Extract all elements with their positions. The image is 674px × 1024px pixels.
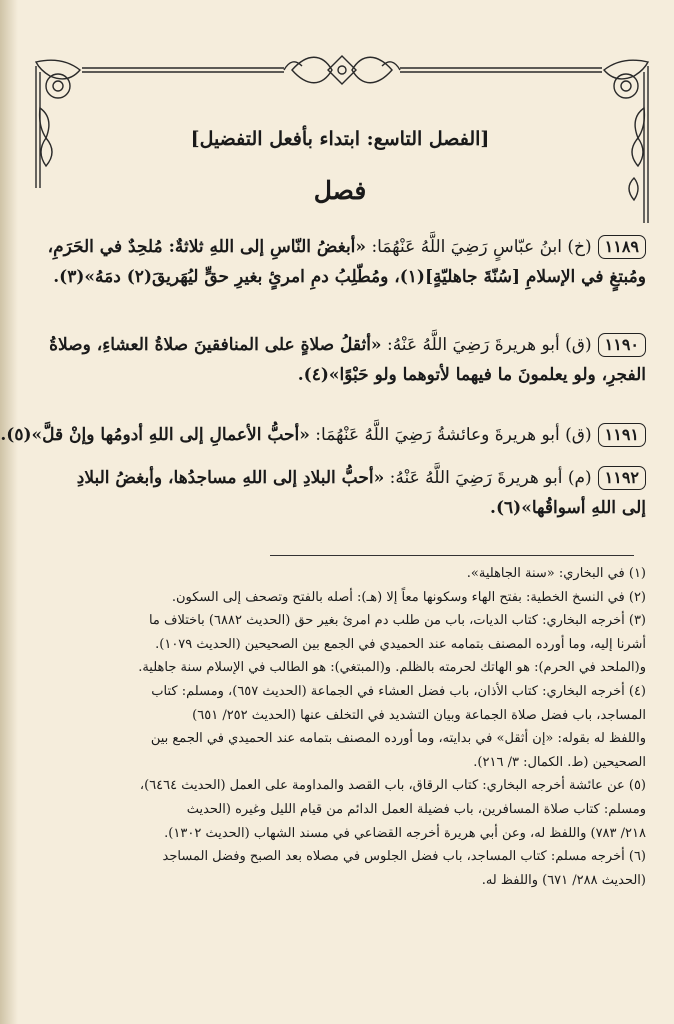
- hadith-text: «أحبُّ البلادِ إلى اللهِ مساجدُها، وأبغضُ البلادِ: [76, 468, 385, 488]
- hadith-entry: [0, 420, 646, 450]
- hadith-line: [20, 262, 646, 292]
- hadith-line: [20, 463, 646, 493]
- hadith-line: [20, 360, 646, 390]
- hadith-text: «أحبُّ الأعمالِ إلى اللهِ أدومُها وإنْ قلَّ»(٥).: [0, 425, 310, 445]
- hadith-number: ١١٩١: [598, 423, 646, 447]
- footnote-line: (الحديث ٢٨٨/ ٦٧١) واللفظ له.: [481, 872, 646, 888]
- hadith-narrator: (ق) أبو هريرةَ رَضِيَ اللَّهُ عَنْهُ:: [381, 335, 592, 355]
- hadith-entry: [20, 232, 646, 292]
- footnote-line: ومسلم: كتاب صلاة المسافرين، باب فضيلة العمل الدائم من قيام الليل وغيره (الحديث: [186, 801, 646, 817]
- footnote-line: (٤) أخرجه البخاري: كتاب الأذان، باب فضل العشاء في الجماعة (الحديث ٦٥٧)، ومسلم: كتاب: [151, 683, 646, 699]
- hadith-text: ومُبتغٍ في الإسلامِ [سُنّةَ جاهليّةٍ](١)، ومُطّلِبُ دمِ امرئٍ بغيرِ حقٍّ ليُهَريقَ(٢) دمَهُ»(٣).: [53, 267, 646, 287]
- chapter-title: [الفصل التاسع: ابتداء بأفعل التفضيل]: [190, 128, 490, 150]
- footnote-line: (٢) في النسخ الخطية: بفتح الهاء وسكونها معاً إلا (هـ): أصله بالفتح وتصحف إلى السكون.: [171, 589, 646, 605]
- footnote-line: واللفظ له بقوله: «إن أثقل» في بدايته، وما أورده المصنف بتمامه عند الحميدي في الجمع بين: [150, 731, 646, 747]
- hadith-text: «أبغضُ النّاسِ إلى اللهِ ثلاثةٌ: مُلحِدٌ في الحَرَمِ،: [47, 237, 367, 257]
- section-heading: فصل: [313, 176, 367, 205]
- footnote-line: أشرنا إليه، وما أورده المصنف بتمامه عند الحميدي في الجمع بين الصحيحين (الحديث ١٠٧٩).: [155, 636, 646, 652]
- hadith-entry: [20, 330, 646, 390]
- hadith-narrator: (خ) ابنُ عبّاسٍ رَضِيَ اللَّهُ عَنْهُمَا:: [366, 237, 592, 257]
- footnote-line: ٢١٨/ ٧٨٣) واللفظ له، وعن أبي هريرة أخرجه القضاعي في مسند الشهاب (الحديث ١٣٠٢).: [164, 825, 646, 841]
- hadith-narrator: (ق) أبو هريرةَ وعائشةُ رَضِيَ اللَّهُ عَنْهُمَا:: [309, 425, 592, 445]
- hadith-text: الفجرِ، ولو يعلمونَ ما فيهما لأتوهما ولو حَبْوًا»(٤).: [297, 365, 646, 385]
- hadith-line: [20, 330, 646, 360]
- footnote-line: و(الملحد في الحرم): هو الهاتك لحرمته بالظلم. و(المبتغي): هو الطالب في الإسلام سنة جاهلية.: [138, 660, 646, 676]
- hadith-number: ١١٩٠: [598, 333, 646, 357]
- hadith-text: «أثقلُ صلاةٍ على المنافقينَ صلاةُ العشاءِ، وصلاةُ: [49, 335, 382, 355]
- footnote-line: (٦) أخرجه مسلم: كتاب المساجد، باب فضل الجلوس في مصلاه بعد الصبح وفضل المساجد: [162, 849, 646, 865]
- footnote-line: (٣) أخرجه البخاري: كتاب الديات، باب من طلب دم امرئ بغير حق (الحديث ٦٨٨٢) باختلاف ما: [148, 613, 646, 629]
- hadith-line: [0, 420, 646, 450]
- footnote-line: (١) في البخاري: «سنة الجاهلية».: [466, 566, 646, 581]
- footnote-line: الصحيحين (ط. الكمال: ٣/ ٢١٦).: [473, 754, 646, 770]
- footnote-line: المساجد، باب فضل صلاة الجماعة وبيان التشديد في التخلف عنها (الحديث ٢٥٢/ ٦٥١): [192, 707, 646, 723]
- footnotes: [20, 562, 646, 892]
- hadith-line: [20, 493, 646, 523]
- hadith-narrator: (م) أبو هريرةَ رَضِيَ اللَّهُ عَنْهُ:: [384, 468, 592, 488]
- hadith-entry: [20, 463, 646, 523]
- footnote-line: (٥) عن عائشة أخرجه البخاري: كتاب الرقاق، باب القصد والمداومة على العمل (الحديث ٦٤٦٤)،: [139, 778, 646, 794]
- hadith-number: ١١٩٢: [598, 466, 646, 490]
- hadith-number: ١١٨٩: [598, 235, 646, 259]
- footnote-separator: [270, 555, 634, 556]
- hadith-line: [20, 232, 646, 262]
- hadith-text: إلى اللهِ أسواقُها»(٦).: [490, 498, 646, 518]
- binding-shadow: [0, 0, 18, 1024]
